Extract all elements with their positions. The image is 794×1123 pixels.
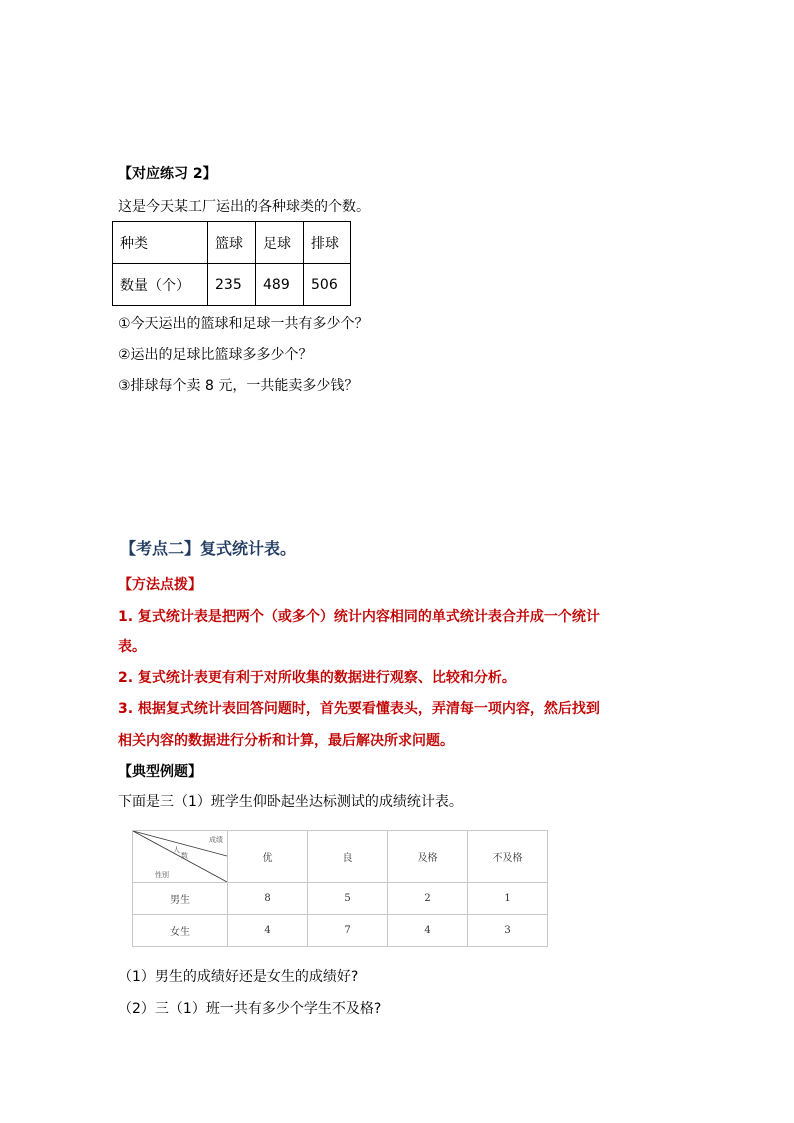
method-point-2: 2. 复式统计表更有利于对所收集的数据进行观察、比较和分析。 <box>118 670 516 686</box>
table-cell: 排球 <box>304 222 351 264</box>
method-title: 【方法点拨】 <box>118 577 202 593</box>
question-3: ③排球每个卖 8 元，一共能卖多少钱？ <box>118 378 359 394</box>
method-point-3-cont: 相关内容的数据进行分析和计算，最后解决所求问题。 <box>118 733 454 749</box>
table-row-label: 男生 <box>133 883 228 915</box>
table-row <box>133 883 548 915</box>
table-cell: 数量（个） <box>113 264 208 306</box>
table-row-label: 女生 <box>133 915 228 947</box>
table-corner-header <box>133 831 228 883</box>
table-header-cell: 及格 <box>388 831 468 883</box>
table-cell: 235 <box>208 264 256 306</box>
table-cell: 7 <box>308 915 388 947</box>
method-point-1: 1. 复式统计表是把两个（或多个）统计内容相同的单式统计表合并成一个统计 <box>118 609 600 625</box>
table-header-cell: 不及格 <box>468 831 548 883</box>
table-cell: 5 <box>308 883 388 915</box>
table-cell: 3 <box>468 915 548 947</box>
question-1: ①今天运出的篮球和足球一共有多少个？ <box>118 316 369 332</box>
table-cell: 8 <box>228 883 308 915</box>
table-row <box>133 831 548 883</box>
score-table <box>132 830 548 947</box>
corner-label-people-2: 数 <box>181 852 188 860</box>
table-header-cell: 优 <box>228 831 308 883</box>
ball-count-table <box>112 221 351 306</box>
corner-label-people-1: 人 <box>173 846 180 854</box>
table-cell: 2 <box>388 883 468 915</box>
example-title: 【典型例题】 <box>118 764 202 780</box>
table-cell: 506 <box>304 264 351 306</box>
example-question-1: （1）男生的成绩好还是女生的成绩好? <box>118 969 359 985</box>
section-title: 【考点二】复式统计表。 <box>120 539 297 558</box>
table-cell: 4 <box>228 915 308 947</box>
table-cell: 足球 <box>256 222 304 264</box>
table-row <box>113 222 351 264</box>
table-cell: 4 <box>388 915 468 947</box>
exercise-intro: 这是今天某工厂运出的各种球类的个数。 <box>118 199 370 215</box>
table-row <box>113 264 351 306</box>
table-cell: 种类 <box>113 222 208 264</box>
table-cell: 489 <box>256 264 304 306</box>
exercise-title: 【对应练习 2】 <box>118 166 217 182</box>
table-header-cell: 良 <box>308 831 388 883</box>
table-row <box>133 915 548 947</box>
example-intro: 下面是三（1）班学生仰卧起坐达标测试的成绩统计表。 <box>118 794 463 810</box>
table-cell: 篮球 <box>208 222 256 264</box>
table-cell: 1 <box>468 883 548 915</box>
question-2: ②运出的足球比篮球多多少个？ <box>118 347 313 363</box>
method-point-1-cont: 表。 <box>118 639 146 655</box>
corner-label-score: 成绩 <box>209 836 223 844</box>
method-point-3: 3. 根据复式统计表回答问题时，首先要看懂表头，弄清每一项内容，然后找到 <box>118 701 600 717</box>
example-question-2: （2）三（1）班一共有多少个学生不及格? <box>118 1001 382 1017</box>
corner-label-gender: 性别 <box>155 871 169 879</box>
